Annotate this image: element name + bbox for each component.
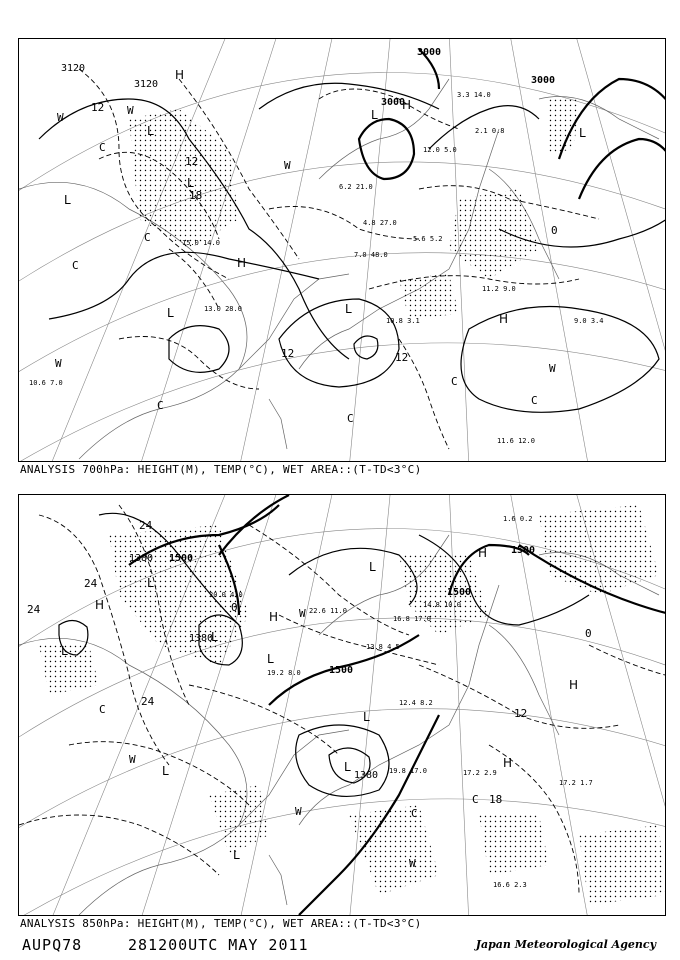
temp-label: 18 [189,189,203,202]
temp-label: 12 [185,155,199,168]
station-obs: 11.2 9.0 [482,285,516,293]
pressure-center-l: L [211,630,218,644]
temp-label: W [127,104,134,117]
temp-label: C [157,399,164,412]
station-obs: 7.0 48.0 [354,251,388,259]
chart-700hpa [18,38,666,462]
temp-label: W [299,607,306,620]
temp-label: 24 [84,577,98,590]
pressure-center-l: L [267,652,274,666]
station-obs: 6.2 21.0 [339,183,373,191]
height-label: 3120 [134,79,159,90]
temp-label: 12 [514,707,528,720]
pressure-center-h: H [503,756,513,770]
temp-label: C [472,793,479,806]
temp-label: W [295,805,302,818]
temp-label: C [72,259,79,272]
temp-label: W [549,362,556,375]
station-obs: 3.3 14.0 [457,91,491,99]
station-obs: 12.4 8.2 [399,699,433,707]
temp-label: W [284,159,291,172]
height-label: 3000 [381,97,406,108]
temp-label: C [144,231,151,244]
pressure-center-l: L [162,764,169,778]
height-label: 1380 [189,633,214,644]
temp-label: 12 [91,101,105,114]
pressure-center-l: L [369,560,376,574]
height-label: 3000 [531,75,556,86]
station-obs: 19.2 8.0 [267,669,301,677]
station-obs: 11.6 12.0 [497,437,535,445]
caption-850hpa: ANALYSIS 850hPa: HEIGHT(M), TEMP(°C), WET AREA::(T-TD<3°C) [20,917,422,930]
pressure-center-h: H [478,546,488,560]
station-obs: 17.2 2.9 [463,769,497,777]
temp-label: C [99,141,106,154]
height-label: 1380 [129,553,154,564]
caption-700hpa: ANALYSIS 700hPa: HEIGHT(M), TEMP(°C), WET AREA::(T-TD<3°C) [20,463,422,476]
pressure-center-h: H [499,312,509,326]
temp-label: 12 [281,347,295,360]
temp-label: C [347,412,354,425]
station-obs: 2.1 0.8 [475,127,505,135]
station-obs: 13.0 28.0 [204,305,242,313]
station-obs: 16.6 2.3 [493,881,527,889]
station-obs-group-700 [29,91,604,445]
station-obs: 10.8 3.1 [386,317,420,325]
station-obs: 12.0 5.0 [423,146,457,154]
station-obs: 19.8 17.0 [389,767,427,775]
pressure-center-l: L [233,848,240,862]
station-obs: 13.8 4.5 [366,643,400,651]
temp-label: 12 [395,351,409,364]
temp-label: C [411,807,418,820]
station-obs: 17.2 1.7 [559,779,593,787]
temp-label: C [531,394,538,407]
station-obs: 9.0 3.4 [574,317,604,325]
height-label: 1500 [511,545,536,556]
temp-label: 0 [585,627,592,640]
temp-label: 18 [489,793,503,806]
pressure-center-l: L [167,306,174,320]
temp-label: W [129,753,136,766]
chart-850hpa [18,494,666,916]
station-obs: 14.8 10.0 [423,601,461,609]
temp-label: 24 [139,519,153,532]
pressure-center-l: L [344,760,351,774]
pressure-center-l: L [579,126,586,140]
station-obs: 20.0 4.0 [209,591,243,599]
pressure-center-l: L [363,710,370,724]
pressure-center-h: H [269,610,279,624]
temp-label: 24 [27,603,41,616]
station-obs: 4.8 27.0 [363,219,397,227]
pressure-center-l: L [147,124,154,138]
temp-label: W [409,857,416,870]
pressure-center-l: L [371,108,378,122]
temp-label: 0 [231,601,238,614]
station-obs: 1.6 0.2 [503,515,533,523]
pressure-center-h: H [95,598,105,612]
height-label: 3000 [417,47,442,58]
pressure-center-l: L [187,176,194,190]
temp-label: C [451,375,458,388]
height-label: 1500 [169,553,194,564]
bulletin-code: AUPQ78 [22,936,83,954]
station-obs: 22.6 11.0 [309,607,347,615]
pressure-center-h: H [237,256,247,270]
pressure-center-l: L [147,576,154,590]
pressure-center-l: L [345,302,352,316]
station-obs: 5.6 5.2 [413,235,443,243]
temp-label: C [99,703,106,716]
agency-name: Japan Meteorological Agency [475,938,656,951]
temp-label: W [55,357,62,370]
pressure-center-h: H [402,98,412,112]
station-obs: 16.8 17.0 [393,615,431,623]
temp-label: 24 [141,695,155,708]
pressure-center-l: L [64,193,71,207]
pressure-center-h: H [175,68,185,82]
height-contours-3000 [359,49,665,199]
station-obs: 10.6 7.0 [29,379,63,387]
analysis-time: 281200UTC MAY 2011 [128,936,309,954]
station-obs: 15.0 14.0 [182,239,220,247]
pressure-center-l: L [61,644,68,658]
height-label: 3120 [61,63,86,74]
map-850hpa [19,495,665,915]
temp-label: W [57,111,64,124]
height-label: 1500 [447,587,472,598]
pressure-center-h: H [569,678,579,692]
height-label: 1500 [329,665,354,676]
map-700hpa [19,39,665,461]
temp-label: 0 [551,224,558,237]
height-label: 1380 [354,770,379,781]
